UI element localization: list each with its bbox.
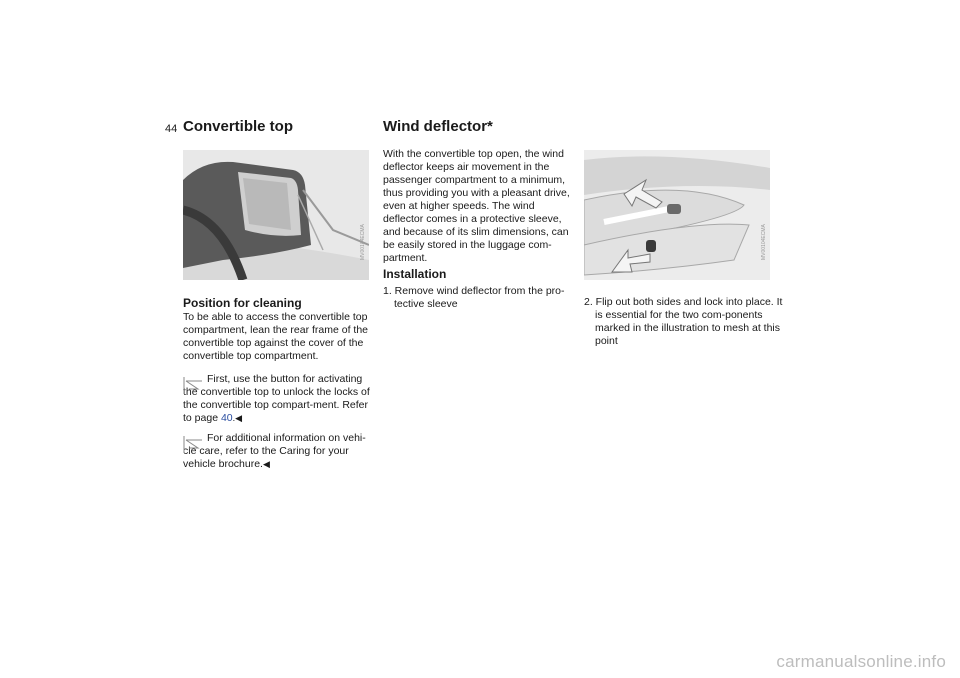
installation-step-2: 2. Flip out both sides and lock into place. It is essential for the two com-ponents marked in the illustration to mesh at this point: [584, 296, 783, 347]
convertible-top-drawing: [183, 150, 369, 280]
note-1-end-mark: .◀: [232, 413, 243, 423]
note-2-end-mark: ◀: [262, 459, 270, 469]
position-for-cleaning-heading: Position for cleaning: [183, 296, 302, 310]
wind-deflector-title: Wind deflector*: [383, 118, 493, 135]
figure-code: MV00104ECMA: [761, 224, 767, 260]
watermark: carmanualsonline.info: [776, 652, 946, 671]
wind-deflector-drawing: [584, 150, 770, 280]
note-2: [183, 432, 373, 471]
wind-deflector-intro: With the convertible top open, the wind deflector keeps air movement in the passenger compartment to a minimum, thus providing you with a pleasant drive, even at higher speeds. The wind deflector comes in a protective sleeve, and because of its slim dimensions, can be easily stored in the luggage com-partment.: [383, 148, 570, 264]
convertible-top-title: Convertible top: [183, 118, 294, 135]
page-40-link[interactable]: 40: [220, 412, 233, 424]
note-arrow-icon: [183, 375, 203, 395]
figure-code: MV00104ECMA: [360, 224, 366, 260]
cleaning-paragraph: To be able to access the convertible top compartment, lean the rear frame of the convertible top against the cover of the convertible top compartment.: [183, 311, 369, 362]
note-1-text: First, use the button for activating the convertible top to unlock the locks of the convertible top compart-ment. Refer to page: [183, 373, 370, 424]
wind-deflector-illustration: [584, 150, 770, 280]
note-2-text: For additional information on vehi-cle care, refer to the Caring for your vehicle brochure.: [183, 432, 366, 470]
installation-heading: Installation: [383, 267, 447, 281]
page-number: 44: [165, 123, 178, 135]
note-1: [183, 373, 373, 425]
note-arrow-icon: [183, 434, 203, 454]
installation-step-1: 1. Remove wind deflector from the pro-tective sleeve: [383, 285, 565, 310]
convertible-top-illustration: [183, 150, 369, 280]
